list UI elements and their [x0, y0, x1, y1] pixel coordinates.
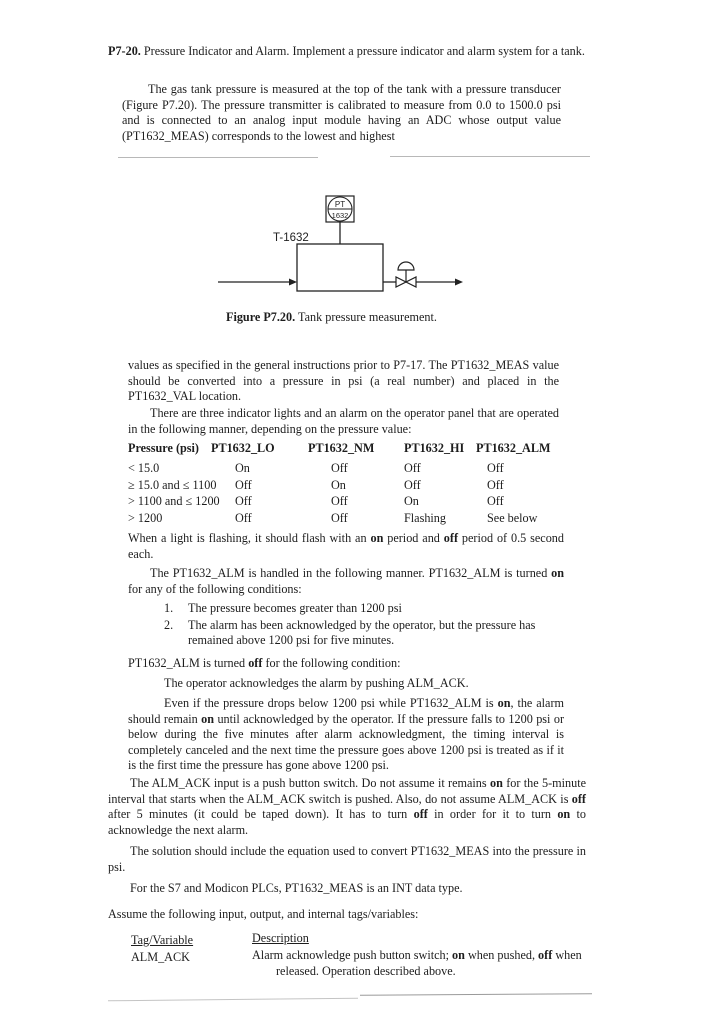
tag-desc-text-a: Alarm acknowledge push button switch;	[252, 948, 453, 962]
table-row-4-lo: Off	[235, 511, 252, 525]
table-row-3-pressure: > 1100 and ≤ 1200	[128, 494, 220, 508]
table-header-hi: PT1632_HI	[404, 441, 465, 455]
table-header-alm: PT1632_ALM	[476, 441, 551, 455]
transmitter-tag-line1: PT	[334, 200, 346, 209]
table-row-1-alm: Off	[487, 461, 504, 475]
table-row-1-hi: Off	[404, 461, 421, 475]
tag-desc-off: off	[538, 948, 553, 962]
flash-text-b: period and	[383, 531, 444, 545]
push-text-c: after 5 minutes (it could be taped down). It has to turn	[108, 807, 414, 822]
even-if-on-2: on	[201, 711, 215, 726]
transmitter-tag-line2: 1632	[331, 211, 349, 220]
alm-handled-text-a: The PT1632_ALM is handled in the following manner. PT1632_ALM is turned	[150, 566, 552, 580]
push-on-1: on	[489, 776, 503, 790]
problem-number: P7-20.	[108, 44, 141, 58]
table-row-2-hi: Off	[404, 478, 421, 492]
table-row-2-alm: Off	[487, 478, 504, 492]
push-text-b: for the 5-minute interval that starts when the ALM_ACK switch is pushed. Also, do not assume ALM_ACK is	[108, 776, 586, 806]
table-row-3-nm: Off	[331, 494, 348, 508]
even-if-text-b: , the alarm should remain	[128, 696, 564, 726]
push-off-2: off	[413, 807, 428, 822]
push-text-e: to acknowledge the next alarm.	[108, 807, 586, 837]
valve-body-2	[406, 277, 416, 287]
tank-label: T-1632	[273, 232, 309, 244]
tag-desc-on: on	[452, 948, 465, 962]
valve-body	[396, 277, 406, 287]
off-cond-off: off	[248, 656, 263, 670]
conditions-list	[164, 601, 562, 649]
condition-item-1	[164, 601, 562, 617]
alm-handled-on: on	[551, 566, 564, 580]
valve-actuator	[398, 262, 414, 270]
table-row-4-hi: Flashing	[404, 511, 446, 525]
push-text-d: in order for it to turn	[427, 807, 558, 822]
condition-text-1: The pressure becomes greater than 1200 psi	[188, 601, 402, 615]
even-if-text-c: until acknowledged by the operator. If the pressure falls to 1200 psi or below during the five minutes after alarm acknowledgment, the timing interval is completely canceled and the next time the pressure goes above 1200 psi is treated as if it is the first time the pressure has gone above 1200 psi.	[128, 711, 564, 773]
table-header-lo: PT1632_LO	[211, 441, 275, 455]
push-button-paragraph	[108, 776, 586, 838]
tag-description-alm-ack	[252, 948, 616, 979]
figure-caption	[226, 310, 526, 326]
acknowledge-line: The operator acknowledges the alarm by pushing ALM_ACK.	[164, 676, 469, 690]
table-row-3-hi: On	[404, 494, 419, 508]
condition-number-2: 2.	[164, 617, 174, 632]
table-row-1-pressure: < 15.0	[128, 461, 160, 475]
flash-on: on	[370, 531, 384, 545]
inlet-arrow	[289, 279, 297, 286]
off-cond-text-b: for the following condition:	[262, 656, 401, 670]
figure-caption-label: Figure P7.20.	[226, 310, 296, 324]
table-row-3-lo: Off	[235, 494, 252, 508]
alm-handled-paragraph	[128, 566, 564, 597]
off-cond-text-a: PT1632_ALM is turned	[128, 656, 249, 670]
tag-column-header: Tag/Variable	[131, 933, 194, 947]
flash-text-c: period of 0.5 second each.	[128, 531, 564, 561]
flash-text-a: When a light is flashing, it should flash with an	[128, 531, 371, 545]
table-row-2-nm: On	[331, 478, 346, 492]
solution-paragraph: The solution should include the equation used to convert PT1632_MEAS into the pressure in psi.	[108, 844, 586, 874]
push-off-1: off	[571, 791, 586, 806]
table-header-nm: PT1632_NM	[308, 441, 375, 455]
lights-paragraph: There are three indicator lights and an alarm on the operator panel that are operated in the following manner, depending on the pressure value:	[128, 406, 559, 436]
condition-number-1: 1.	[164, 601, 174, 615]
table-row-1-nm: Off	[331, 461, 348, 475]
tag-name-alm-ack: ALM_ACK	[131, 950, 190, 964]
assume-paragraph: Assume the following input, output, and internal tags/variables:	[108, 907, 419, 921]
table-row-4-nm: Off	[331, 511, 348, 525]
table-row-4-alm: See below	[487, 511, 538, 525]
table-row-2-lo: Off	[235, 478, 252, 492]
even-if-on-1: on	[497, 696, 511, 710]
table-row-1-lo: On	[235, 461, 250, 475]
s7-paragraph: For the S7 and Modicon PLCs, PT1632_MEAS is an INT data type.	[130, 881, 463, 895]
alm-handled-text-b: for any of the following conditions:	[128, 581, 302, 596]
even-if-text-a: Even if the pressure drops below 1200 psi while PT1632_ALM is	[164, 696, 498, 710]
condition-text-2: The alarm has been acknowledged by the operator, but the pressure has remained above 1200 psi for five minutes.	[188, 617, 536, 648]
table-row-4-pressure: > 1200	[128, 511, 163, 525]
table-header-pressure: Pressure (psi)	[128, 441, 199, 455]
push-text-a: The ALM_ACK input is a push button switch. Do not assume it remains	[130, 776, 490, 790]
outlet-arrow	[455, 279, 463, 286]
problem-title-text: Pressure Indicator and Alarm. Implement a pressure indicator and alarm system for a tank.	[140, 44, 585, 58]
condition-item-2	[164, 618, 562, 649]
table-row-3-alm: Off	[487, 494, 504, 508]
off-condition-paragraph	[128, 656, 564, 672]
figure-caption-text: Tank pressure measurement.	[295, 310, 437, 324]
tag-desc-text-c: when released. Operation described above.	[276, 948, 582, 978]
tank-body	[297, 244, 383, 291]
flash-off: off	[443, 531, 459, 545]
flash-paragraph	[128, 531, 564, 562]
intro-paragraph: The gas tank pressure is measured at the top of the tank with a pressure transducer (Figure P7.20). The pressure transmitter is calibrated to measure from 0.0 to 1500.0 psi and is connected to an analog input module having an ADC whose output value (PT1632_MEAS) corresponds to the lowest and highest	[122, 82, 561, 143]
table-row-2-pressure: ≥ 15.0 and ≤ 1100	[128, 478, 217, 492]
values-paragraph: values as specified in the general instructions prior to P7-17. The PT1632_MEAS value should be converted into a pressure in psi (a real number) and placed in the PT1632_VAL location.	[128, 358, 559, 404]
push-on-2: on	[557, 807, 571, 822]
even-if-paragraph	[128, 696, 564, 774]
tag-desc-text-b: when pushed,	[464, 948, 539, 962]
description-column-header: Description	[252, 931, 309, 945]
